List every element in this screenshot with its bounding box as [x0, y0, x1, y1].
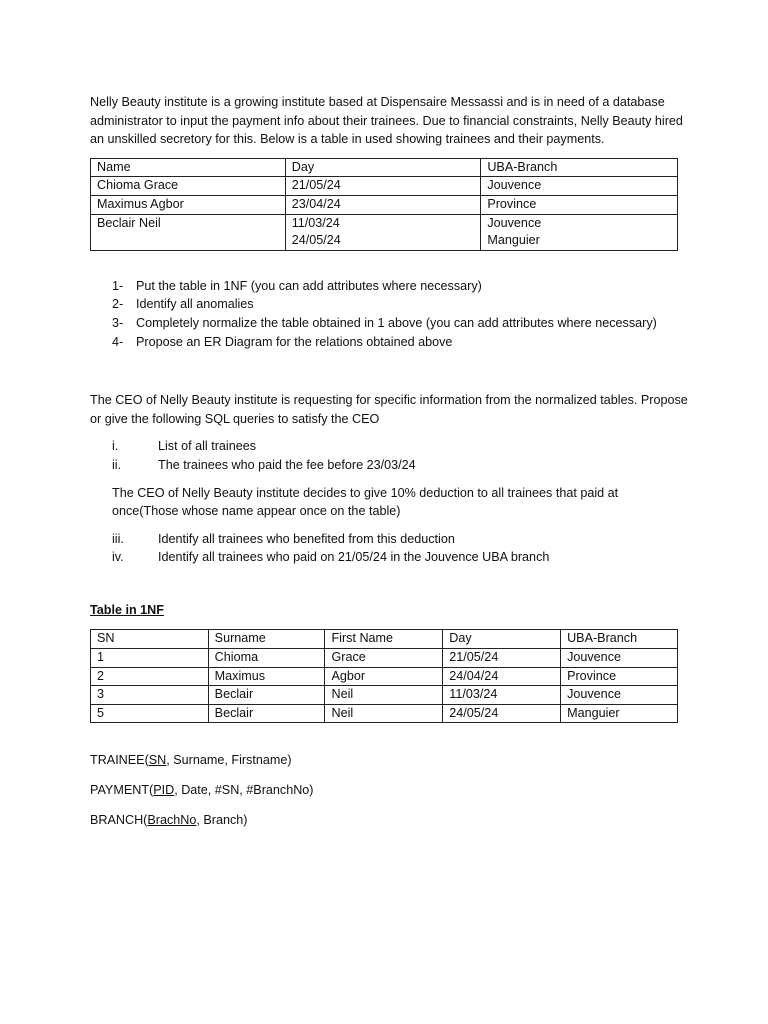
relation-name: TRAINEE(	[90, 753, 149, 768]
table-row	[91, 214, 678, 232]
header-cell: Surname	[208, 630, 325, 649]
table-cell: 24/05/24	[443, 704, 561, 723]
table-row	[91, 686, 678, 705]
header-cell: UBA-Branch	[481, 158, 678, 177]
table-cell: Neil	[325, 686, 443, 705]
deduction-note: The CEO of Nelly Beauty institute decides to give 10% deduction to all trainees that paid at once(Those whose name appear once on the table)	[112, 485, 619, 519]
header-cell: Day	[443, 630, 561, 649]
list-item	[112, 333, 690, 352]
primary-key: PID	[153, 783, 175, 798]
table-cell: 11/03/24	[285, 214, 481, 232]
table-row	[91, 704, 678, 723]
table-cell: Beclair Neil	[91, 214, 286, 232]
table-cell: Agbor	[325, 667, 443, 686]
table-row	[91, 649, 678, 668]
ceo-request-paragraph: The CEO of Nelly Beauty institute is requesting for specific information from the normalized tables. Propose or give the following SQL queries to satisfy the CEO	[90, 393, 688, 426]
intro-paragraph: Nelly Beauty institute is a growing institute based at Dispensaire Messassi and is in need of a database administrator to input the payment info about their trainees. Due to financial constraints, Nelly Beauty hired an unskilled secretory for this. Below is a table in used showing trainees and their payments.	[90, 95, 683, 147]
table-cell: 21/05/24	[443, 649, 561, 668]
table-cell: Province	[561, 667, 678, 686]
table-row	[91, 177, 678, 196]
list-number: i.	[112, 439, 119, 454]
primary-key: SN	[148, 753, 167, 768]
relation-name: PAYMENT(	[90, 783, 154, 798]
list-text: The trainees who paid the fee before 23/03/24	[158, 457, 416, 472]
table-cell: Jouvence	[481, 214, 678, 232]
table-cell: 3	[91, 686, 209, 705]
list-number: 4-	[112, 334, 124, 349]
header-cell: SN	[91, 630, 209, 649]
table-cell: 5	[91, 704, 209, 723]
table-cell: Grace	[325, 649, 443, 668]
table-1nf-title: Table in 1NF	[90, 602, 164, 617]
list-item	[112, 456, 690, 475]
table-1nf	[90, 629, 678, 723]
table-cell: 11/03/24	[443, 686, 561, 705]
table-cell: Beclair	[208, 704, 325, 723]
list-text: Identify all trainees who paid on 21/05/24 in the Jouvence UBA branch	[158, 550, 550, 565]
table-cell: Jouvence	[481, 177, 678, 196]
table-cell: 1	[91, 649, 209, 668]
list-number: 1-	[112, 278, 124, 293]
table-cell: Jouvence	[561, 649, 678, 668]
table-cell: 21/05/24	[285, 177, 481, 196]
relation-name: BRANCH(	[90, 812, 148, 827]
list-item	[112, 295, 690, 314]
table-cell: Manguier	[481, 232, 678, 250]
table-cell: 2	[91, 667, 209, 686]
table-cell: Province	[481, 195, 678, 214]
relation-payment	[90, 781, 690, 800]
table-cell: 23/04/24	[285, 195, 481, 214]
list-item	[112, 437, 690, 456]
list-text: List of all trainees	[158, 439, 257, 454]
table-cell: Maximus Agbor	[91, 195, 286, 214]
relation-branch	[90, 811, 690, 830]
table-cell: Manguier	[561, 704, 678, 723]
relation-trainee	[90, 751, 690, 770]
table-header-row	[91, 630, 678, 649]
table-cell	[91, 232, 286, 250]
list-item	[112, 548, 690, 567]
list-number: iv.	[112, 550, 124, 565]
list-item	[112, 277, 690, 296]
table-cell: Neil	[325, 704, 443, 723]
table-cell: Beclair	[208, 686, 325, 705]
list-number: ii.	[112, 457, 122, 472]
task-list	[112, 277, 690, 351]
trainee-payments-table	[90, 158, 678, 251]
query-list-a	[112, 437, 690, 474]
document-page	[90, 93, 690, 829]
table-header-row	[91, 158, 678, 177]
list-item	[112, 314, 690, 333]
header-cell: UBA-Branch	[561, 630, 678, 649]
list-text: Propose an ER Diagram for the relations obtained above	[136, 334, 453, 349]
list-item	[112, 530, 690, 549]
list-text: Completely normalize the table obtained in 1 above (you can add attributes where necessary)	[136, 315, 657, 330]
table-cell: 24/04/24	[443, 667, 561, 686]
relation-attributes: , Surname, Firstname)	[166, 753, 292, 768]
header-cell: Day	[285, 158, 481, 177]
table-cell: Chioma	[208, 649, 325, 668]
header-cell: Name	[91, 158, 286, 177]
list-text: Identify all trainees who benefited from this deduction	[158, 531, 455, 546]
primary-key: BrachNo	[147, 812, 197, 827]
table-cell: Chioma Grace	[91, 177, 286, 196]
list-number: 2-	[112, 297, 124, 312]
table-row	[91, 195, 678, 214]
list-text: Put the table in 1NF (you can add attributes where necessary)	[136, 278, 482, 293]
header-cell: First Name	[325, 630, 443, 649]
table-row	[91, 667, 678, 686]
table-row	[91, 232, 678, 250]
list-number: 3-	[112, 315, 124, 330]
table-cell: 24/05/24	[285, 232, 481, 250]
relations-list	[90, 751, 690, 829]
list-number: iii.	[112, 531, 124, 546]
relation-attributes: , Date, #SN, #BranchNo)	[174, 783, 314, 798]
query-list-b	[112, 530, 690, 567]
table-cell: Jouvence	[561, 686, 678, 705]
list-text: Identify all anomalies	[136, 297, 254, 312]
relation-attributes: , Branch)	[196, 812, 248, 827]
table-cell: Maximus	[208, 667, 325, 686]
